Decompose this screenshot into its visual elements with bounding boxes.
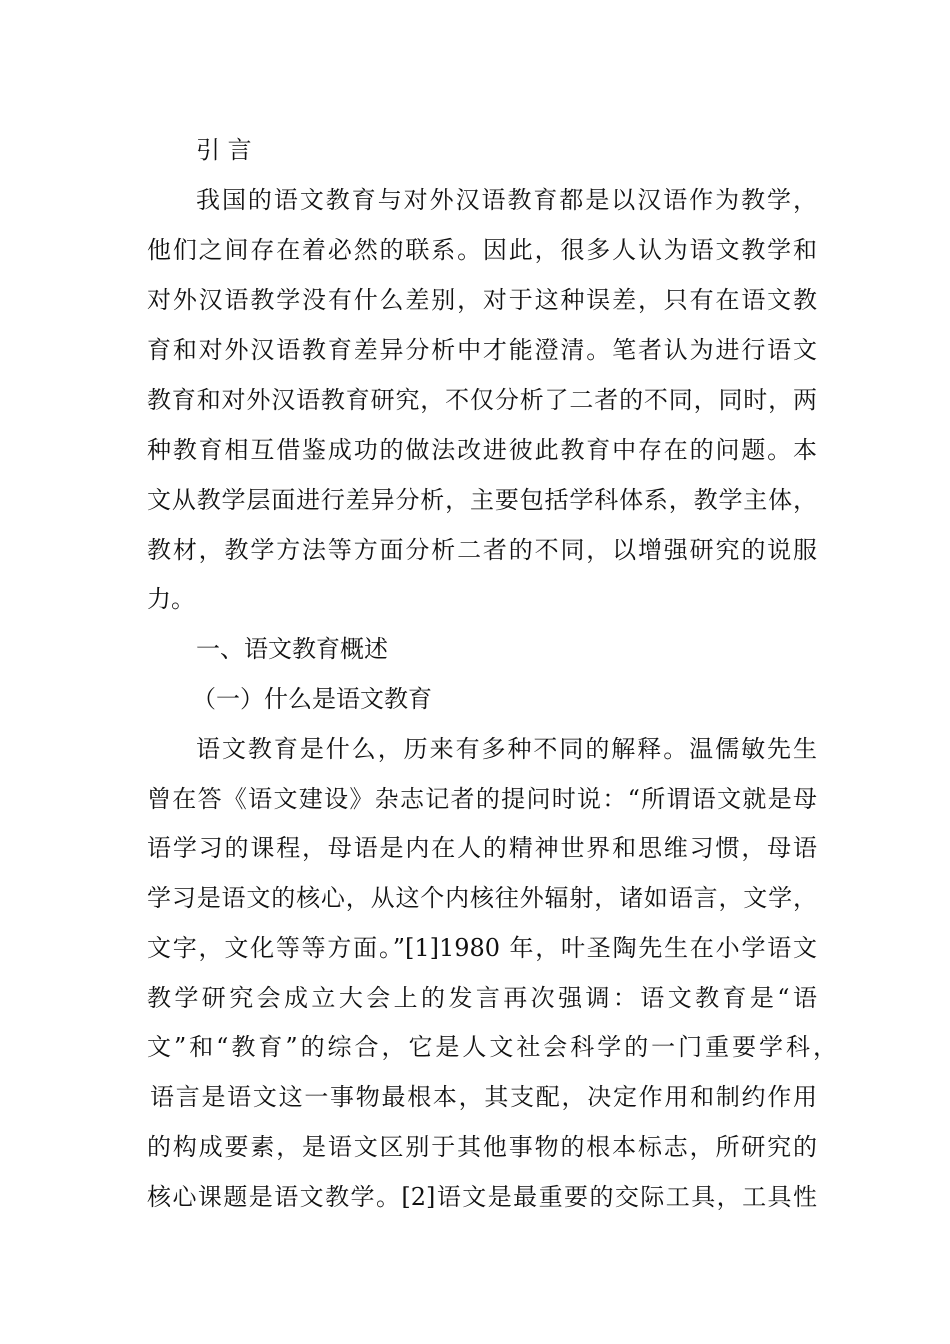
paragraph-line: 种教育相互借鉴成功的做法改进彼此教育中存在的问题。本: [147, 436, 817, 464]
paragraph-line: 学习是语文的核心，从这个内核往外辐射，诸如语言，文学，: [147, 884, 817, 912]
paragraph-line: 文字，文化等等方面。”[1]1980 年，叶圣陶先生在小学语文: [147, 934, 817, 962]
section-heading-introduction: 引 言: [196, 136, 252, 164]
paragraph-line: 语学习的课程，母语是内在人的精神世界和思维习惯，母语: [147, 834, 817, 862]
paragraph-line: 育和对外汉语教育差异分析中才能澄清。笔者认为进行语文: [147, 336, 817, 364]
paragraph-line: 曾在答《语文建设》杂志记者的提问时说：“所谓语文就是母: [147, 785, 817, 813]
paragraph-line: 语文教育是什么，历来有多种不同的解释。温儒敏先生: [196, 735, 817, 763]
subsection-heading-1-1: （一）什么是语文教育: [192, 685, 432, 713]
paragraph-line: 对外汉语教学没有什么差别，对于这种误差，只有在语文教: [147, 286, 817, 314]
paragraph-line: 力。: [147, 585, 195, 613]
paragraph-line: 语言是语文这一事物最根本，其支配，决定作用和制约作用: [150, 1083, 817, 1111]
paragraph-line: 文从教学层面进行差异分析，主要包括学科体系，教学主体，: [147, 486, 817, 514]
paragraph-line: 核心课题是语文教学。[2]语文是最重要的交际工具，工具性: [147, 1183, 817, 1211]
paragraph-line: 我国的语文教育与对外汉语教育都是以汉语作为教学，: [196, 186, 817, 214]
paragraph-line: 的构成要素，是语文区别于其他事物的根本标志，所研究的: [147, 1133, 817, 1161]
paragraph-line: 教学研究会成立大会上的发言再次强调：语文教育是“语: [147, 984, 817, 1012]
paragraph-line: 教育和对外汉语教育研究，不仅分析了二者的不同，同时，两: [147, 386, 817, 414]
section-heading-1: 一、语文教育概述: [196, 635, 388, 663]
paragraph-line: 文”和“教育”的综合，它是人文社会科学的一门重要学科，: [147, 1033, 837, 1061]
paragraph-line: 教材，教学方法等方面分析二者的不同，以增强研究的说服: [147, 536, 817, 564]
paragraph-line: 他们之间存在着必然的联系。因此，很多人认为语文教学和: [147, 236, 817, 264]
